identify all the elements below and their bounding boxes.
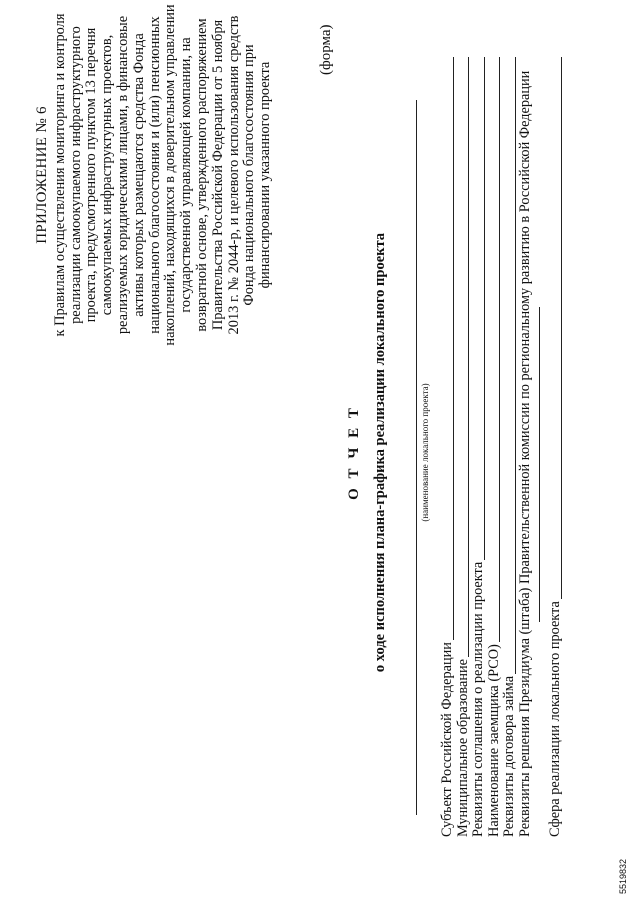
appendix-line: реализуемых юридическими лицами, в финансовые <box>114 15 131 335</box>
project-name-field[interactable] <box>416 100 417 815</box>
borrower-input-line[interactable] <box>499 57 500 642</box>
subject-label: Субъект Российской Федерации <box>439 642 455 837</box>
appendix-line: проекта, предусмотренного пунктом 13 перечня <box>83 27 100 323</box>
appendix-line: 2013 г. № 2044-р, и целевого использования средств <box>225 15 242 335</box>
agreement-label: Реквизиты соглашения о реализации проекта <box>470 561 486 837</box>
commission-label: Реквизиты решения Президиума (штаба) Правительственной комиссии по региональному развитию в Российской Федерации <box>516 70 533 837</box>
appendix-line: активы которых размещаются средства Фонда <box>130 33 147 317</box>
loan-field <box>502 57 518 837</box>
commission-input-line-2[interactable] <box>539 307 540 622</box>
sphere-field <box>548 57 564 837</box>
municipality-label: Муниципальное образование <box>454 659 471 837</box>
report-fields <box>440 57 564 837</box>
agreement-field <box>471 57 487 837</box>
subject-input-line[interactable] <box>453 57 454 640</box>
appendix-line: финансировании указанного проекта <box>257 61 274 289</box>
loan-label: Реквизиты договора займа <box>501 675 517 837</box>
borrower-label: Наименование заемщика (РСО) <box>485 644 502 837</box>
appendix-block <box>35 0 274 405</box>
commission-field <box>518 57 534 837</box>
appendix-line: Фонда национального благосостояния при <box>241 44 258 306</box>
appendix-line: к Правилам осуществления мониторинга и контроля <box>51 13 68 337</box>
project-name-caption: (наименование локального проекта) <box>420 383 430 522</box>
municipality-field <box>456 57 472 837</box>
borrower-field <box>487 57 503 837</box>
form-label: (форма) <box>318 24 334 75</box>
appendix-line: возвратной основе, утвержденного распоряжением <box>193 18 210 332</box>
report-title: О Т Ч Е Т <box>346 405 362 500</box>
appendix-title: ПРИЛОЖЕНИЕ № 6 <box>34 106 50 244</box>
report-subtitle: о ходе исполнения плана-графика реализации локального проекта <box>372 232 388 673</box>
appendix-line: реализации самоокупаемого инфраструктурного <box>67 26 84 324</box>
appendix-line: самоокупаемых инфраструктурных проектов, <box>99 34 116 316</box>
agreement-input-line[interactable] <box>484 57 485 560</box>
document-id: 5519832 <box>618 858 628 894</box>
subject-field <box>440 57 456 837</box>
appendix-line: Правительства Российской Федерации от 5 ноября <box>209 19 226 331</box>
sphere-input-line[interactable] <box>561 57 562 599</box>
appendix-line: национального благосостояния и (или) пенсионных <box>146 16 163 334</box>
sphere-label: Сфера реализации локального проекта <box>547 601 563 837</box>
appendix-line: государственной управляющей компании, на <box>178 37 195 313</box>
municipality-input-line[interactable] <box>468 57 469 657</box>
loan-input-line[interactable] <box>515 57 516 674</box>
appendix-line: накоплений, находящихся в доверительном управлении <box>162 4 179 346</box>
